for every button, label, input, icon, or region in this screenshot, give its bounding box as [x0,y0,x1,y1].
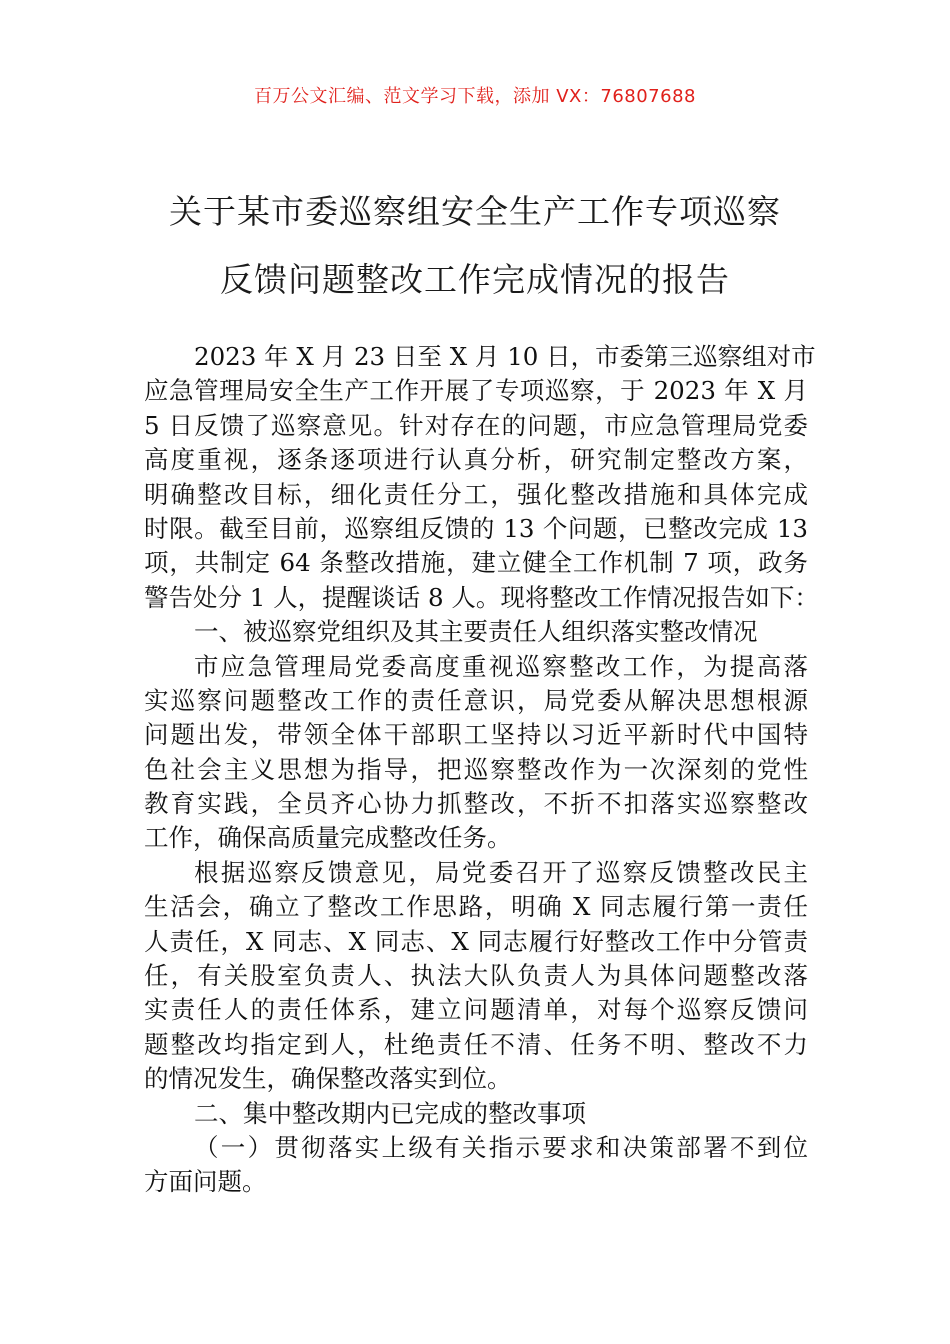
body-line: 时限。截至目前，巡察组反馈的 13 个问题，已整改完成 13 [144,513,808,543]
body-line: 2023 年 X 月 23 日至 X 月 10 日，市委第三巡察组对市 [194,342,816,371]
body-line: 警告处分 1 人，提醒谈话 8 人。现将整改工作情况报告如下： [144,582,819,612]
title-line-1: 关于某市委巡察组安全生产工作专项巡察 [169,192,781,231]
body-line: 色社会主义思想为指导，把巡察整改作为一次深刻的党性 [144,754,808,784]
body-line: 任，有关股室负责人、执法大队负责人为具体问题整改落 [144,961,808,991]
body-line: 根据巡察反馈意见，局党委召开了巡察反馈整改民主 [194,857,808,887]
watermark-banner: 百万公文汇编、范文学习下载，添加 VX：76807688 [254,86,696,107]
body-line: 市应急管理局党委高度重视巡察整改工作，为提高落 [194,651,808,681]
body-line: 题整改均指定到人，杜绝责任不清、任务不明、整改不力 [144,1029,808,1059]
body-line: 应急管理局安全生产工作开展了专项巡察，于 2023 年 X 月 [144,376,808,406]
body-line: 方面问题。 [144,1167,267,1197]
body-line: 的情况发生，确保整改落实到位。 [144,1064,512,1094]
document-body [144,340,819,1200]
title-line-2: 反馈问题整改工作完成情况的报告 [220,260,730,299]
subsection-heading: （一）贯彻落实上级有关指示要求和决策部署不到位 [194,1132,808,1162]
body-line: 实责任人的责任体系，建立问题清单，对每个巡察反馈问 [144,995,808,1025]
section-heading-1: 一、被巡察党组织及其主要责任人组织落实整改情况 [194,617,758,647]
body-line: 生活会，确立了整改工作思路，明确 X 同志履行第一责任 [144,892,808,922]
body-line: 人责任，X 同志、X 同志、X 同志履行好整改工作中分管责 [144,926,808,956]
body-line: 5 日反馈了巡察意见。针对存在的问题，市应急管理局党委 [144,410,808,440]
body-line: 项，共制定 64 条整改措施，建立健全工作机制 7 项，政务 [144,548,808,578]
body-line: 明确整改目标，细化责任分工，强化整改措施和具体完成 [144,479,808,509]
section-heading-2: 二、集中整改期内已完成的整改事项 [194,1098,586,1128]
body-line: 实巡察问题整改工作的责任意识，局党委从解决思想根源 [144,685,808,715]
body-line: 工作，确保高质量完成整改任务。 [144,823,512,853]
document-title [100,178,850,314]
body-line: 问题出发，带领全体干部职工坚持以习近平新时代中国特 [144,720,808,750]
body-line: 高度重视，逐条逐项进行认真分析，研究制定整改方案， [144,445,808,475]
body-line: 教育实践，全员齐心协力抓整改，不折不扣落实巡察整改 [144,789,808,819]
